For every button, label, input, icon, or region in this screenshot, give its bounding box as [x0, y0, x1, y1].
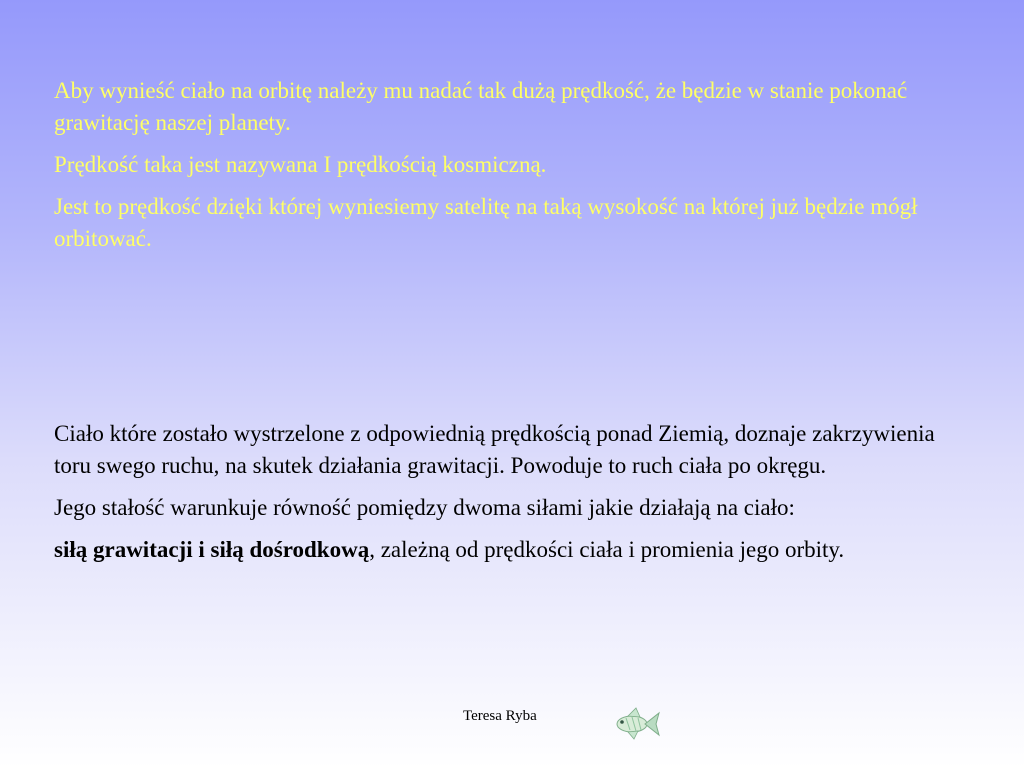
paragraph-orbit-intro: Aby wynieść ciało na orbitę należy mu nadać tak dużą prędkość, że będzie w stanie pokonać grawitację naszej planety. [54, 78, 908, 135]
forces-bold-text: siłą grawitacji i siłą dośrodkową [54, 537, 370, 562]
footer-author: Teresa Ryba [463, 708, 537, 724]
fish-icon [612, 704, 664, 742]
top-text-block [54, 75, 964, 265]
paragraph-first-cosmic-velocity: Prędkość taka jest nazywana I prędkością kosmiczną. [54, 152, 547, 177]
bottom-text-block [54, 418, 964, 576]
paragraph-curved-path: Ciało które zostało wystrzelone z odpowiednią prędkością ponad Ziemią, doznaje zakrzywienia toru swego ruchu, na skutek działania grawitacji. Powoduje to ruch ciała po okręgu. [54, 421, 935, 478]
paragraph-satellite-height: Jest to prędkość dzięki której wyniesiemy satelitę na taką wysokość na której już będzie mógł orbitować. [54, 194, 918, 251]
forces-rest-text: , zależną od prędkości ciała i promienia jego orbity. [369, 537, 845, 562]
paragraph-force-balance: Jego stałość warunkuje równość pomiędzy dwoma siłami jakie działają na ciało: [54, 495, 795, 520]
paragraph-forces [54, 534, 964, 566]
